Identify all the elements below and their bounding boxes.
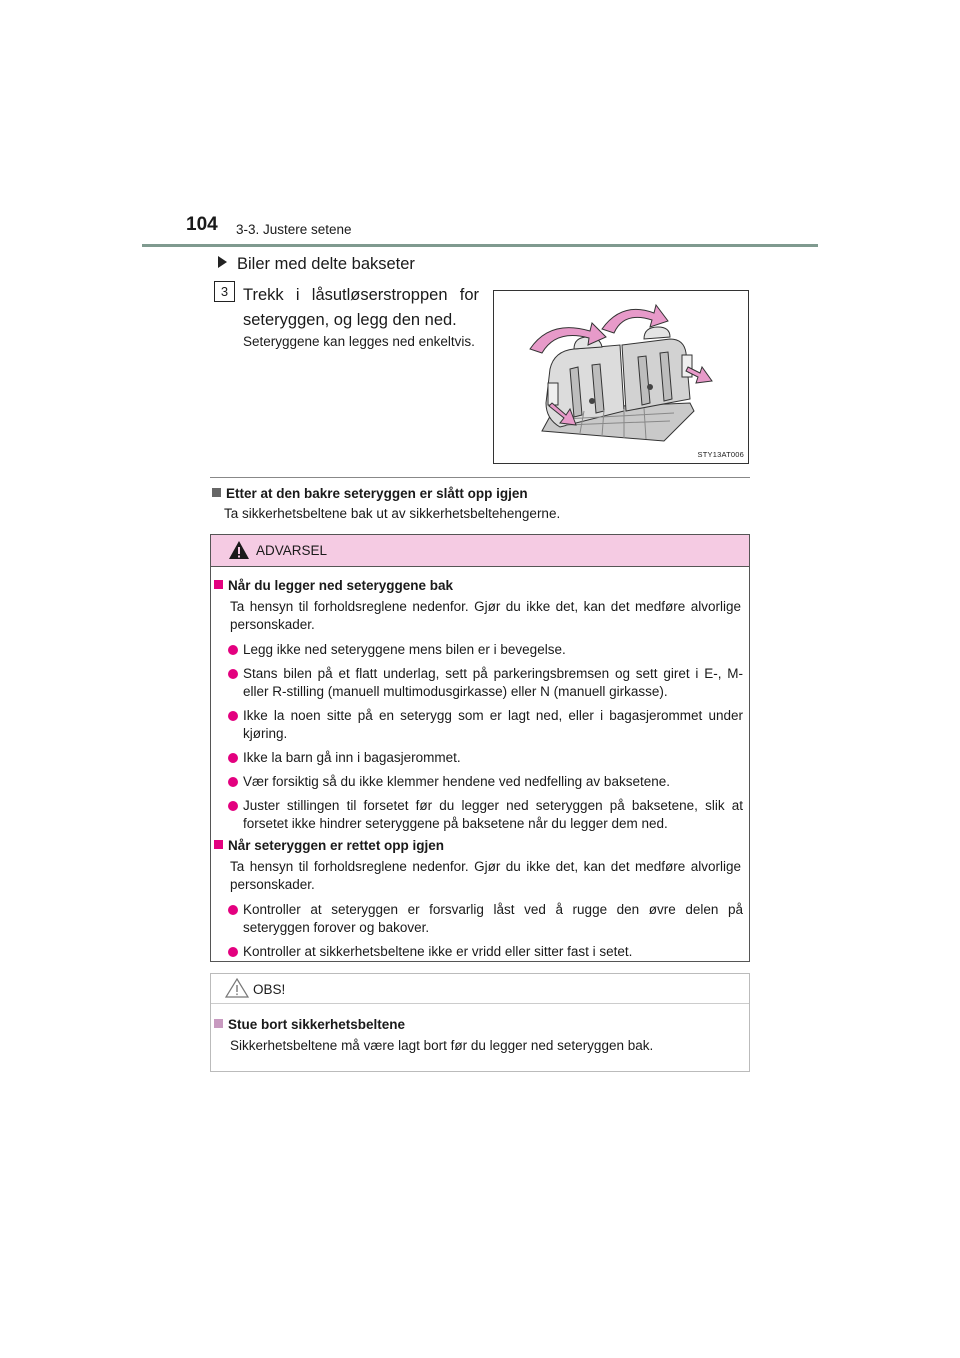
warning-bullet-text: Ikke la noen sitte på en seterygg som er lagt ned, eller i bagasjerommet under kjøring.	[243, 708, 743, 741]
note-heading	[212, 486, 528, 501]
notice-heading-text: Stue bort sikkerhetsbeltene	[228, 1017, 406, 1032]
variant-heading-text: Biler med delte bakseter	[237, 255, 415, 273]
bullet-dot-icon	[228, 905, 238, 915]
variant-heading	[218, 255, 415, 274]
bullet-dot-icon	[228, 645, 238, 655]
warning-bullet	[212, 901, 749, 937]
warning-bullet-text: Vær forsiktig så du ikke klemmer hendene ved nedfelling av baksetene.	[243, 774, 670, 789]
page-number: 104	[186, 214, 218, 235]
warning-title: ADVARSEL	[256, 543, 328, 558]
bullet-dot-icon	[228, 711, 238, 721]
square-bullet-icon	[214, 1019, 223, 1028]
rear-seat-fold-diagram	[494, 291, 748, 463]
warning-bullet	[212, 773, 749, 791]
warning-body	[211, 577, 749, 961]
square-bullet-icon	[214, 840, 223, 849]
warning-bullet	[212, 749, 749, 767]
notice-heading	[212, 1016, 749, 1034]
square-bullet-icon	[214, 580, 223, 589]
warning-bullet-text: Legg ikke ned seteryggene mens bilen er i bevegelse.	[243, 642, 566, 657]
warning-bullet-text: Stans bilen på et flatt underlag, sett på parkeringsbremsen og sett giret i E-, M- eller R-stilling (manuell multimodusgirkasse) eller N (manuell girkasse).	[243, 666, 743, 699]
divider	[210, 477, 750, 478]
warning-bullet	[212, 943, 749, 961]
seat-illustration	[493, 290, 749, 464]
note-text: Ta sikkerhetsbeltene bak ut av sikkerhetsbeltehengerne.	[224, 506, 561, 521]
warning-header	[211, 535, 749, 567]
square-bullet-icon	[212, 488, 221, 497]
warning-section-heading-text: Når du legger ned seteryggene bak	[228, 578, 454, 593]
bullet-dot-icon	[228, 777, 238, 787]
warning-bullet-text: Juster stillingen til forsetet før du legger ned seteryggen på baksetene, slik at forsetet ikke hindrer seteryggene på baksetene når du legger dem ned.	[243, 798, 743, 831]
warning-intro: Ta hensyn til forholdsreglene nedenfor. Gjør du ikke det, kan det medføre alvorlige personskader.	[230, 599, 741, 632]
warning-bullet	[212, 641, 749, 659]
warning-bullet	[212, 707, 749, 743]
bullet-dot-icon	[228, 753, 238, 763]
figure-code: STY13AT006	[697, 450, 744, 459]
warning-intro: Ta hensyn til forholdsreglene nedenfor. Gjør du ikke det, kan det medføre alvorlige personskader.	[230, 859, 741, 892]
warning-bullet-text: Kontroller at sikkerhetsbeltene ikke er vridd eller sitter fast i setet.	[243, 944, 633, 959]
warning-bullet	[212, 797, 749, 833]
triangle-marker-icon	[218, 256, 227, 268]
step-number-box: 3	[214, 281, 235, 302]
warning-section-heading-text: Når seteryggen er rettet opp igjen	[228, 838, 445, 853]
section-title: 3-3. Justere setene	[236, 222, 352, 237]
warning-bullet-text: Kontroller at seteryggen er forsvarlig låst ved å rugge den øvre delen på seteryggen forover og bakover.	[243, 902, 743, 935]
note-heading-text: Etter at den bakre seteryggen er slått opp igjen	[226, 486, 528, 501]
header-rule	[142, 244, 818, 247]
bullet-dot-icon	[228, 801, 238, 811]
warning-bullet-text: Ikke la barn gå inn i bagasjerommet.	[243, 750, 461, 765]
notice-title: OBS!	[253, 982, 286, 997]
notice-header	[211, 974, 749, 1004]
warning-section-heading	[212, 577, 749, 595]
notice-box	[210, 973, 750, 1072]
bullet-dot-icon	[228, 947, 238, 957]
warning-bullet	[212, 665, 749, 701]
bullet-dot-icon	[228, 669, 238, 679]
warning-section-heading	[212, 837, 749, 855]
warning-triangle-icon	[228, 539, 250, 561]
warning-box	[210, 534, 750, 962]
caution-triangle-icon	[225, 977, 249, 999]
step-instruction: Trekk i låsutløserstroppen for seteryggen, og legg den ned.	[243, 286, 479, 329]
notice-body	[211, 1016, 749, 1055]
step-note: Seteryggene kan legges ned enkeltvis.	[243, 334, 475, 349]
notice-text: Sikkerhetsbeltene må være lagt bort før du legger ned seteryggen bak.	[230, 1038, 654, 1053]
